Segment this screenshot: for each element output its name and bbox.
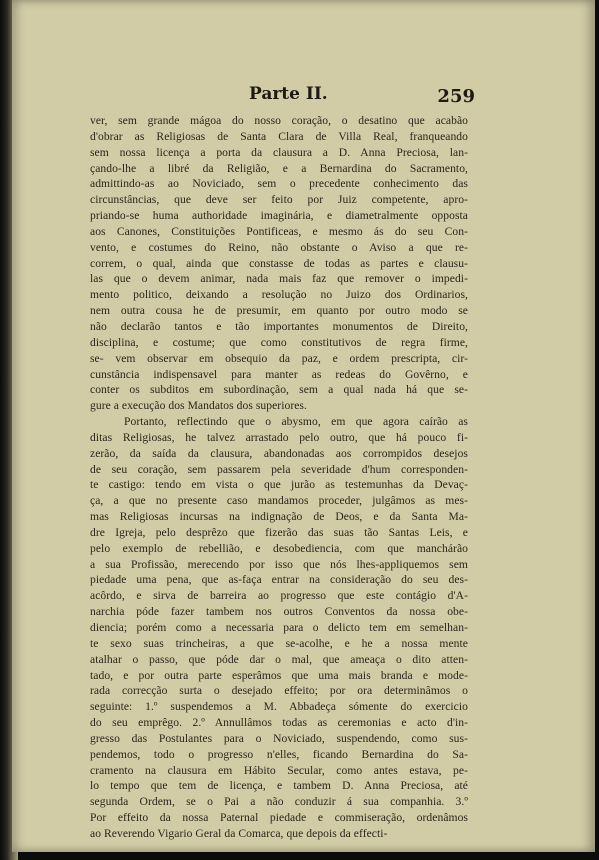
text-line: seguinte: 1.º suspendemos a M. Abbadeça sómente do exercicio	[90, 700, 468, 714]
text-line: ver, sem grande mágoa do nosso coração, o desatino que acabão	[90, 114, 468, 127]
text-line: çando-lhe a libré da Religião, e a Bernardina do Sacramento,	[90, 161, 468, 175]
text-line: pelo exemplo de rebellião, e desobediencia, com que manchárão	[90, 541, 468, 555]
text-line: cramento na clausura em Hábito Secular, como antes estava, pe-	[90, 763, 468, 777]
page-number: 259	[437, 86, 475, 107]
page-header	[82, 84, 475, 112]
text-line: cunstância indispensavel para manter as redeas do Govêrno, e	[90, 367, 468, 381]
text-line: pendemos, todo o progresso n'elles, ficando Bernardina do Sa-	[90, 747, 468, 761]
text-line: nem outra cousa he de presumir, em quanto por outro modo se	[90, 304, 468, 318]
text-line: de seu coração, sem passarem pela severidade d'hum corresponden-	[90, 462, 468, 476]
text-line: não declarão tantos e tão importantes monumentos de Direito,	[90, 319, 468, 333]
text-line: te castigo: tendo em vista o que jurão as testemunhas da Devaç-	[90, 478, 468, 492]
text-line: mento politico, deixando a resolução no Juizo dos Ordinarios,	[90, 288, 468, 302]
text-line: aos Canones, Constituições Pontificeas, e mesmo ás do seu Con-	[90, 224, 468, 238]
text-line: Portanto, reflectindo que o abysmo, em que agora caírão as	[124, 415, 468, 429]
text-line: correm, o qual, ainda que constasse de todas as partes e clausu-	[90, 256, 468, 270]
text-line: ditas Religiosas, he talvez arrastado pelo outro, que há pouco fi-	[90, 430, 468, 444]
text-line: segunda Ordem, se o Pai a não conduzir á sua companhia. 3.º	[90, 795, 468, 809]
text-line: d'obrar as Religiosas de Santa Clara de Villa Real, franqueando	[90, 129, 468, 143]
text-line: narchia póde fazer tambem nos outros Conventos da nossa obe-	[90, 605, 468, 619]
text-line: ao Reverendo Vigario Geral da Comarca, que depois da effecti-	[90, 826, 388, 840]
text-line: rada correcção surta o desejado effeito; por ora determinâmos o	[90, 684, 468, 698]
text-line: acôrdo, e sirva de barreira ao progresso que este contágio d'A-	[90, 589, 468, 603]
text-line: zerão, da saída da clausura, abandonadas aos corrompidos desejos	[90, 446, 468, 460]
text-line: piedade uma pena, que as-faça entrar na consideração do seu des-	[90, 573, 468, 587]
text-line: gresso das Postulantes para o Noviciado, suspendendo, como sus-	[90, 731, 468, 745]
part-title: Parte II.	[249, 84, 328, 104]
text-line: diencia; porém como a necessaria para o delicto tem em semelhan-	[90, 621, 468, 634]
text-line: circunstâncias, que deve ser feito por Juiz competente, apro-	[90, 193, 468, 207]
text-line: mas Religiosas incursas na indignação de Deos, e da Santa Ma-	[90, 510, 468, 524]
body-text	[90, 113, 468, 842]
text-line: a sua Profissão, merecendo por isso que nós lhes-appliquemos sem	[90, 557, 468, 571]
text-line: tado, e por outra parte esperâmos que uma mais branda e mode-	[90, 668, 468, 682]
text-line: gure a execução dos Mandatos dos superiores.	[90, 399, 307, 413]
text-line: priando-se huma authoridade imaginária, e diametralmente opposta	[90, 209, 468, 223]
text-line: admittindo-as ao Noviciado, sem o precedente conhecimento das	[90, 177, 468, 191]
book-page	[12, 0, 595, 852]
text-line: se- vem observar em obsequio da paz, e ordem prescripta, cir-	[90, 351, 468, 365]
text-line: te sexo suas trincheiras, a que se-acolhe, e he a nossa mente	[90, 636, 468, 650]
text-line: ça, a que no presente caso mandamos proceder, julgâmos as mes-	[90, 494, 468, 508]
text-line: Por effeito da nossa Paternal piedade e commiseração, ordenâmos	[90, 811, 468, 825]
text-line: atalhar o passo, que póde dar o mal, que ameaça o dito atten-	[90, 652, 468, 666]
text-line: sem nossa licença a porta da clausura a D. Anna Preciosa, lan-	[90, 145, 468, 159]
text-line: dre Igreja, pelo desprêzo que fizerão das suas tão Santas Leis, e	[90, 525, 468, 539]
text-line: conter os subditos em subordinação, sem a qual nada há que se-	[90, 383, 468, 397]
text-line: do seu emprêgo. 2.º Annullâmos todas as ceremonias e acto d'in-	[90, 716, 468, 730]
text-line: las que o devem animar, nada mais faz que remover o impedi-	[90, 272, 468, 286]
text-line: vento, e costumes do Reino, não obstante o Aviso a que re-	[90, 240, 468, 254]
text-line: disciplina, e costume; que como constitutivos de regra firme,	[90, 335, 468, 349]
text-line: lo tempo que tem de licença, e tambem D. Anna Preciosa, até	[90, 779, 468, 793]
